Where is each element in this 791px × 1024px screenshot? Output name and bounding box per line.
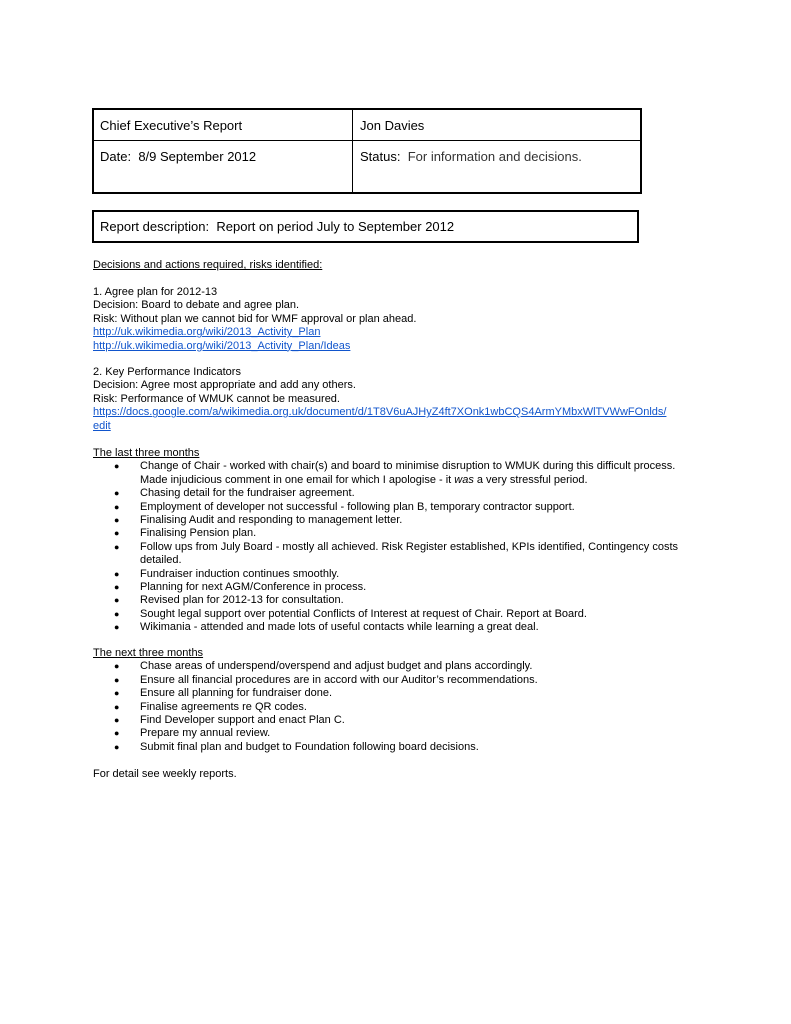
report-header-table: [92, 108, 642, 194]
list-item: ● Fundraiser induction continues smoothly.: [93, 568, 700, 581]
list-item: ● Chase areas of underspend/overspend and adjust budget and plans accordingly.: [93, 660, 700, 673]
list-item: ● Finalise agreements re QR codes.: [93, 701, 700, 714]
list-item: ● Find Developer support and enact Plan C.: [93, 714, 700, 727]
description-label: Report description:: [100, 219, 210, 234]
item-1-risk: Risk: Without plan we cannot bid for WMF approval or plan ahead.: [93, 312, 417, 325]
footer-note: For detail see weekly reports.: [93, 768, 237, 780]
kpi-document-link[interactable]: https://docs.google.com/a/wikimedia.org.uk/document/d/1T8V6uAJHyZ4ft7XOnk1wbCQS4ArmYMbxWlTVWwFOnlds/: [93, 406, 667, 419]
list-item: ● Change of Chair - worked with chair(s) and board to minimise disruption to WMUK during this difficult process. Made injudicious comment in one email for which I apologise - it was a very stressful period.: [93, 460, 700, 487]
table-row-divider: [94, 140, 640, 141]
next-three-months-section: [93, 647, 700, 754]
list-item: ● Sought legal support over potential Conflicts of Interest at request of Chair. Report at Board.: [93, 608, 700, 621]
date-label: Date:: [100, 149, 132, 164]
report-date: [100, 149, 256, 164]
list-item: ● Prepare my annual review.: [93, 727, 700, 740]
item-2-block: [93, 366, 666, 433]
decisions-section: [93, 259, 322, 272]
report-description-box: [92, 210, 639, 243]
last-three-months-list: [93, 460, 700, 634]
list-item: ● Ensure all planning for fundraiser done.: [93, 687, 700, 700]
list-item: ● Submit final plan and budget to Foundation following board decisions.: [93, 741, 700, 754]
report-title: Chief Executive’s Report: [100, 118, 243, 133]
report-status: [360, 149, 582, 164]
description-value: Report on period July to September 2012: [216, 219, 455, 234]
item-1-title: 1. Agree plan for 2012-13: [93, 286, 218, 298]
kpi-document-link-continued[interactable]: edit: [93, 419, 111, 432]
list-item: ● Follow ups from July Board - mostly all achieved. Risk Register established, KPIs identified, Contingency costs detailed.: [93, 541, 700, 568]
list-item: ● Wikimania - attended and made lots of useful contacts while learning a great deal.: [93, 621, 700, 634]
item-2-risk: Risk: Performance of WMUK cannot be measured.: [93, 392, 340, 405]
last-three-months-section: [93, 447, 700, 635]
activity-plan-ideas-link[interactable]: http://uk.wikimedia.org/wiki/2013_Activity_Plan/Ideas: [93, 339, 351, 352]
footer-section: [93, 768, 237, 781]
table-column-divider: [352, 110, 353, 192]
status-label: Status:: [360, 149, 401, 164]
list-item: ● Finalising Audit and responding to management letter.: [93, 514, 700, 527]
date-value: 8/9 September 2012: [138, 149, 257, 164]
report-description: [100, 219, 454, 234]
status-value: For information and decisions.: [407, 149, 582, 164]
item-1-block: [93, 286, 416, 353]
list-item: ● Planning for next AGM/Conference in process.: [93, 581, 700, 594]
report-author: Jon Davies: [360, 118, 425, 133]
next-three-months-heading: The next three months: [93, 647, 204, 659]
last-three-months-heading: The last three months: [93, 447, 200, 459]
list-item: ● Revised plan for 2012-13 for consultation.: [93, 594, 700, 607]
activity-plan-link[interactable]: http://uk.wikimedia.org/wiki/2013_Activity_Plan: [93, 326, 321, 339]
list-item: ● Ensure all financial procedures are in accord with our Auditor’s recommendations.: [93, 674, 700, 687]
item-2-decision: Decision: Agree most appropriate and add any others.: [93, 379, 356, 392]
item-2-title: 2. Key Performance Indicators: [93, 366, 241, 378]
next-three-months-list: [93, 660, 700, 754]
list-item: ● Finalising Pension plan.: [93, 527, 700, 540]
list-item: ● Employment of developer not successful - following plan B, temporary contractor support.: [93, 501, 700, 514]
item-1-decision: Decision: Board to debate and agree plan.: [93, 299, 300, 312]
decisions-heading: Decisions and actions required, risks identified:: [93, 259, 323, 271]
list-item: ● Chasing detail for the fundraiser agreement.: [93, 487, 700, 500]
